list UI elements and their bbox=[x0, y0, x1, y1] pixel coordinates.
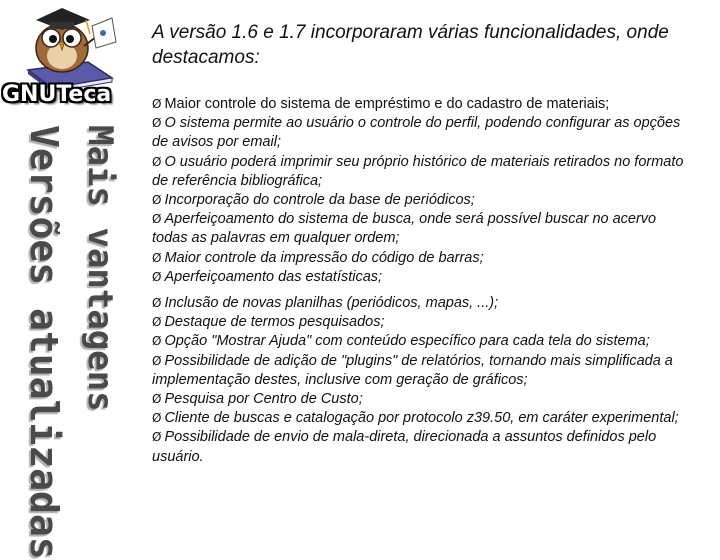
list-item bbox=[152, 409, 687, 428]
list-item bbox=[152, 352, 687, 390]
bullet-arrow-icon: Ø bbox=[152, 392, 162, 407]
gnuteca-wordmark: GNUTeca bbox=[2, 82, 112, 107]
group-spacer bbox=[152, 287, 687, 294]
list-item bbox=[152, 249, 687, 268]
list-item-text: O usuário poderá imprimir seu próprio histórico de materiais retirados no formato de referência bibliográfica; bbox=[152, 153, 684, 189]
list-item-text: O sistema permite ao usuário o controle do perfil, podendo configurar as opções de avisos por email; bbox=[152, 115, 681, 151]
list-item bbox=[152, 294, 687, 313]
list-item-text: Destaque de termos pesquisados; bbox=[164, 314, 385, 331]
bullet-arrow-icon: Ø bbox=[152, 411, 162, 426]
list-item-text: Pesquisa por Centro de Custo; bbox=[164, 391, 363, 408]
bullet-arrow-icon: Ø bbox=[152, 296, 162, 311]
list-item bbox=[152, 153, 687, 191]
bullet-arrow-icon: Ø bbox=[152, 212, 162, 227]
gnuteca-logo bbox=[0, 0, 150, 115]
bullet-arrow-icon: Ø bbox=[152, 193, 162, 208]
list-item bbox=[152, 191, 687, 210]
list-item bbox=[152, 268, 687, 287]
list-item-text: Incorporação do controle da base de periódicos; bbox=[164, 192, 475, 209]
list-item bbox=[152, 390, 687, 409]
list-item bbox=[152, 114, 687, 152]
list-item bbox=[152, 313, 687, 332]
bullet-arrow-icon: Ø bbox=[152, 334, 162, 349]
list-item-text: Cliente de buscas e catalogação por protocolo z39.50, em caráter experimental; bbox=[164, 410, 679, 427]
list-item-text: Opção "Mostrar Ajuda" com conteúdo específico para cada tela do sistema; bbox=[164, 333, 650, 350]
list-item bbox=[152, 332, 687, 351]
list-item bbox=[152, 95, 687, 114]
list-item-text: Possibilidade de adição de "plugins" de relatórios, tornando mais simplificada a implementação destes, inclusive com geração de gráficos; bbox=[152, 352, 673, 388]
bullet-arrow-icon: Ø bbox=[152, 315, 162, 330]
list-item-text: Possibilidade de envio de mala-direta, direcionada a assuntos definidos pelo usuário. bbox=[152, 429, 657, 465]
list-item-text: Inclusão de novas planilhas (periódicos, mapas, ...); bbox=[164, 295, 499, 312]
bullet-arrow-icon: Ø bbox=[152, 97, 162, 111]
bullet-arrow-icon: Ø bbox=[152, 430, 162, 445]
bullet-arrow-icon: Ø bbox=[152, 353, 162, 368]
list-item-text: Aperfeiçoamento das estatísticas; bbox=[164, 268, 383, 285]
list-item bbox=[152, 210, 687, 248]
list-item-text: Aperfeiçoamento do sistema de busca, onde será possível buscar no acervo todas as palavras em qualquer ordem; bbox=[152, 211, 657, 247]
slide-title: A versão 1.6 e 1.7 incorporaram várias funcionalidades, onde destacamos: bbox=[152, 22, 669, 68]
bullet-arrow-icon: Ø bbox=[152, 116, 162, 131]
vertical-text-advantages: Mais vantagens bbox=[80, 125, 120, 412]
list-item-text: Maior controle da impressão do código de barras; bbox=[164, 249, 484, 266]
list-item-text: Maior controle do sistema de empréstimo e do cadastro de materiais; bbox=[164, 96, 610, 112]
vertical-text-versions: Versões atualizadas bbox=[22, 125, 66, 560]
bullet-arrow-icon: Ø bbox=[152, 154, 162, 169]
bullet-arrow-icon: Ø bbox=[152, 269, 162, 284]
list-item bbox=[152, 428, 687, 466]
feature-list bbox=[152, 95, 687, 467]
bullet-arrow-icon: Ø bbox=[152, 250, 162, 265]
